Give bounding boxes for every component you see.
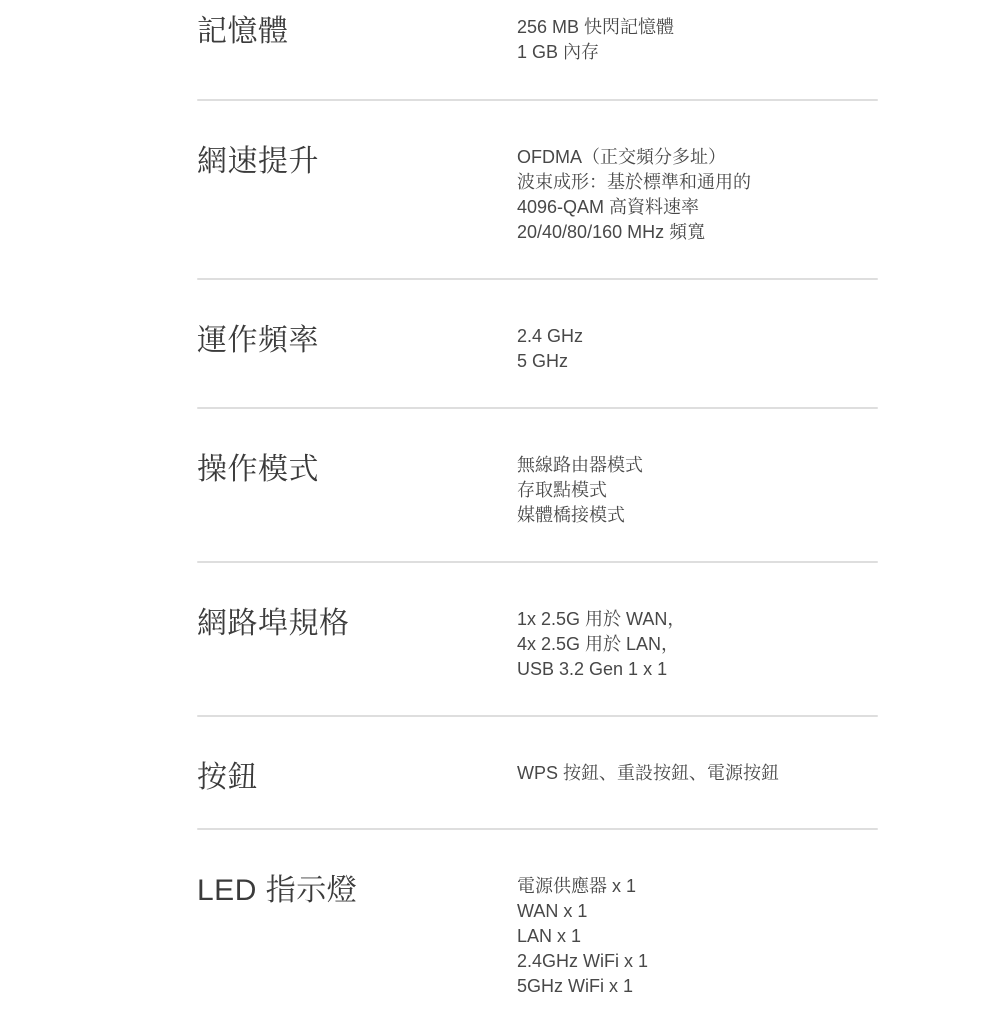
spec-value-line: 無線路由器模式 <box>517 455 643 475</box>
spec-label: 記憶體 <box>197 15 289 48</box>
spec-value-line: 4x 2.5G 用於 LAN， <box>517 634 680 654</box>
spec-label: LED 指示燈 <box>197 874 358 907</box>
spec-label: 按鈕 <box>197 761 258 794</box>
spec-label: 運作頻率 <box>197 324 319 357</box>
spec-row-operation-mode <box>197 409 878 561</box>
spec-row-operating-frequency <box>197 280 878 407</box>
spec-row-memory <box>197 0 878 99</box>
spec-value-line: 256 MB 快閃記憶體 <box>517 17 675 37</box>
spec-row-led-indicators <box>197 830 878 1032</box>
spec-value-line: OFDMA（正交頻分多址） <box>517 147 726 167</box>
spec-value-line: 2.4 GHz <box>517 326 584 346</box>
spec-value-line: 媒體橋接模式 <box>517 505 625 525</box>
spec-label: 操作模式 <box>197 453 319 486</box>
spec-value-line: 1x 2.5G 用於 WAN， <box>517 609 686 629</box>
spec-values <box>517 15 878 65</box>
spec-value-line: WPS 按鈕、重設按鈕、電源按鈕 <box>517 763 780 783</box>
spec-values <box>517 607 878 682</box>
spec-values <box>517 145 878 245</box>
spec-row-network-ports <box>197 563 878 715</box>
spec-value-line: 20/40/80/160 MHz 頻寬 <box>517 222 706 242</box>
spec-value-line: 5GHz WiFi x 1 <box>517 976 634 996</box>
spec-values <box>517 761 878 786</box>
spec-value-line: 5 GHz <box>517 351 569 371</box>
spec-value-line: 存取點模式 <box>517 480 607 500</box>
spec-row-speed-boost <box>197 101 878 278</box>
spec-row-buttons <box>197 717 878 828</box>
spec-values <box>517 324 878 374</box>
spec-value-line: 2.4GHz WiFi x 1 <box>517 951 649 971</box>
spec-values <box>517 453 878 528</box>
spec-value-line: 電源供應器 x 1 <box>517 876 637 896</box>
spec-value-line: USB 3.2 Gen 1 x 1 <box>517 659 668 679</box>
spec-table <box>197 0 878 1032</box>
spec-label: 網路埠規格 <box>197 607 350 640</box>
spec-value-line: WAN x 1 <box>517 901 588 921</box>
spec-label: 網速提升 <box>197 145 319 178</box>
spec-value-line: 4096-QAM 高資料速率 <box>517 197 700 217</box>
spec-values <box>517 874 878 999</box>
spec-value-line: 波束成形：基於標準和通用的 <box>517 172 751 192</box>
spec-value-line: 1 GB 內存 <box>517 42 600 62</box>
spec-value-line: LAN x 1 <box>517 926 582 946</box>
